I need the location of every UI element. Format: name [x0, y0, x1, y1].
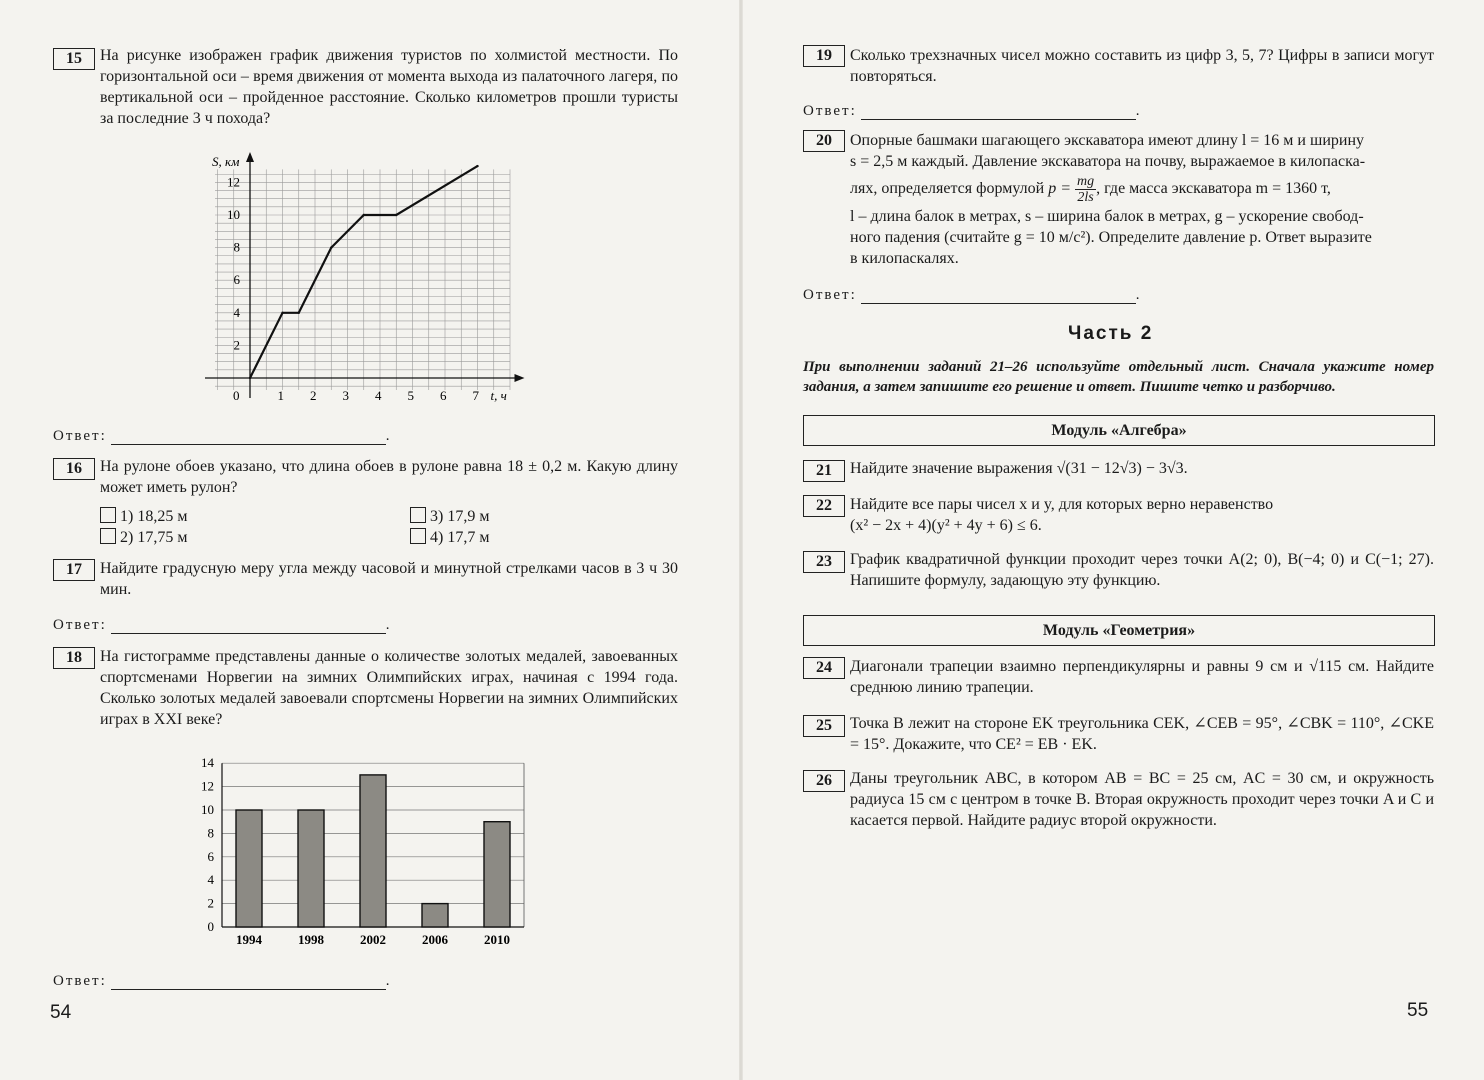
distance-time-chart: [195, 150, 535, 410]
question-20-text: [850, 130, 1434, 269]
data-point: [281, 312, 283, 314]
option-3[interactable]: [410, 507, 489, 527]
question-21-text: Найдите значение выражения √(31 − 12√3) − 3√3.: [850, 460, 1188, 477]
option-label: 4) 17,7 м: [430, 529, 490, 546]
answer-17: Ответ: .: [53, 617, 390, 633]
q20-line-2: s = 2,5 м каждый. Давление экскаватора на почву, выражаемое в килопаска-: [850, 153, 1366, 170]
option-label: 2) 17,75 м: [120, 529, 188, 546]
question-15-number: 15: [53, 48, 95, 70]
gold-medals-histogram: [180, 750, 540, 955]
left-page: [0, 0, 740, 1080]
x-tick-label: 2: [310, 388, 317, 403]
checkbox[interactable]: [100, 507, 116, 523]
inequality: (x² − 2x + 4)(y² + 4y + 6) ≤ 6.: [850, 517, 1042, 534]
answer-15: Ответ: .: [53, 428, 390, 444]
x-tick-label: 7: [472, 388, 479, 403]
part-2-instruction: При выполнении заданий 21–26 используйте отдельный лист. Сначала укажите номер задания, а затем запишите его решение и ответ. Пишите четко и разборчиво.: [803, 359, 1434, 395]
data-point: [330, 246, 332, 248]
question-26-text: Даны треугольник ABC, в котором AB = BC = 25 см, AC = 30 см, и окружность радиуса 15 см с центром в точке B. Вторая окружность проходит через точки A и C и касается первой. Найдите радиус второй окружности.: [850, 770, 1434, 829]
data-point: [249, 377, 251, 379]
question-19-number: 19: [803, 45, 845, 67]
option-label: 1) 18,25 м: [120, 508, 188, 525]
checkbox[interactable]: [410, 528, 426, 544]
y-tick-label: 2: [207, 895, 214, 911]
x-tick-label: 1: [277, 388, 284, 403]
y-tick-label: 0: [207, 919, 214, 934]
question-26-number: 26: [803, 770, 845, 792]
question-15-text: На рисунке изображен график движения туристов по холмистой местности. По горизонтальной оси – время движения от момента выхода из палаточного лагеря, по вертикальной оси – пройденное расстояние. Сколько километров прошли туристы за последние 3 ч похода?: [100, 47, 678, 127]
question-17-text: Найдите градусную меру угла между часовой и минутной стрелками часов в 3 ч 30 мин.: [100, 560, 678, 598]
x-tick-label: 6: [440, 388, 447, 403]
y-tick-label: 12: [227, 174, 240, 190]
data-point: [298, 312, 300, 314]
pressure-formula: $\frac{mg}{2ls}$: [1077, 173, 1095, 205]
question-24-text: Диагонали трапеции взаимно перпендикулярны и равны 9 см и √115 см. Найдите среднюю линию трапеции.: [850, 658, 1434, 696]
question-16-text: На рулоне обоев указано, что длина обоев в рулоне равна 18 ± 0,2 м. Какую длину может иметь рулон?: [100, 458, 678, 496]
module-geometry-header: Модуль «Геометрия»: [803, 615, 1435, 646]
option-label: 3) 17,9 м: [430, 508, 490, 525]
y-tick-label: 10: [227, 207, 240, 222]
question-21-number: 21: [803, 460, 845, 482]
y-tick-label: 8: [207, 825, 214, 841]
x-axis-arrow: [515, 374, 525, 382]
x-tick-label: 3: [342, 388, 349, 403]
option-4[interactable]: [410, 528, 489, 548]
data-point: [363, 214, 365, 216]
q20-line-5: ного падения (считайте g = 10 м/с²). Определите давление p. Ответ выразите: [850, 229, 1372, 246]
bar: [484, 822, 510, 927]
checkbox[interactable]: [100, 528, 116, 544]
page-number: 54: [50, 1002, 72, 1023]
question-23-number: 23: [803, 551, 845, 573]
right-page: [742, 0, 1484, 1080]
question-19-text: Сколько трехзначных чисел можно составить из цифр 3, 5, 7? Цифры в записи могут повторяться.: [850, 47, 1434, 85]
answer-label: Ответ:: [53, 617, 107, 633]
y-tick-label: 2: [233, 337, 240, 353]
page-number: 55: [1407, 1000, 1429, 1021]
x-tick-label: 1998: [298, 932, 324, 947]
question-22-text: Найдите все пары чисел x и y, для которых верно неравенство (x² − 2x + 4)(y² + 4y + 6) ≤ 6.: [850, 494, 1434, 536]
question-20-number: 20: [803, 130, 845, 152]
answer-line[interactable]: [111, 430, 386, 445]
answer-20: Ответ: .: [803, 287, 1140, 303]
x-tick-label: 2002: [360, 932, 386, 947]
bar: [298, 810, 324, 927]
x-tick-label: 2010: [484, 932, 510, 947]
q20-line-6: в килопаскалях.: [850, 250, 959, 267]
x-tick-label: 0: [233, 388, 240, 403]
q20-line-4: l – длина балок в метрах, s – ширина балок в метрах, g – ускорение свобод-: [850, 208, 1364, 225]
y-axis-arrow: [246, 152, 254, 162]
y-tick-label: 14: [201, 755, 214, 771]
bar: [360, 775, 386, 927]
question-25-text: Точка B лежит на стороне EK треугольника CEK, ∠CEB = 95°, ∠CBK = 110°, ∠CKE = 15°. Докажите, что CE² = EB · EK.: [850, 715, 1434, 753]
option-1[interactable]: [100, 507, 187, 527]
answer-19: Ответ: .: [803, 103, 1140, 119]
y-axis-label: S, км: [212, 154, 240, 169]
checkbox[interactable]: [410, 507, 426, 523]
answer-line[interactable]: [861, 289, 1136, 304]
data-point: [476, 165, 478, 167]
question-25-number: 25: [803, 715, 845, 737]
option-2[interactable]: [100, 528, 187, 548]
answer-line[interactable]: [861, 105, 1136, 120]
question-23-text: График квадратичной функции проходит через точки A(2; 0), B(−4; 0) и C(−1; 27). Напишите формулу, задающую эту функцию.: [850, 551, 1434, 589]
bar: [236, 810, 262, 927]
question-18-number: 18: [53, 647, 95, 669]
question-18-text: На гистограмме представлены данные о количестве золотых медалей, завоеванных спортсменами Норвегии на зимних Олимпийских играх, начиная с 1994 года. Сколько золотых медалей завоевали спортсмены Норвегии на зимних Олимпийских играх в XXI веке?: [100, 648, 678, 728]
y-tick-label: 4: [233, 304, 240, 320]
y-tick-label: 10: [201, 802, 214, 817]
data-point: [395, 214, 397, 216]
answer-label: Ответ:: [803, 287, 857, 303]
part-2-heading: Часть 2: [1068, 323, 1154, 344]
answer-line[interactable]: [111, 619, 386, 634]
y-tick-label: 6: [233, 272, 240, 288]
answer-line[interactable]: [111, 975, 386, 990]
question-17-number: 17: [53, 559, 95, 581]
answer-label: Ответ:: [53, 428, 107, 444]
x-axis-label: t, ч: [490, 388, 507, 403]
answer-18: Ответ: .: [53, 973, 390, 989]
q20-line-1: Опорные башмаки шагающего экскаватора имеют длину l = 16 м и ширину: [850, 132, 1364, 149]
module-algebra-header: Модуль «Алгебра»: [803, 415, 1435, 446]
x-tick-label: 1994: [236, 932, 262, 947]
y-tick-label: 8: [233, 239, 240, 255]
bar: [422, 904, 448, 927]
question-22-number: 22: [803, 495, 845, 517]
expression: √(31 − 12√3) − 3√3.: [1056, 460, 1188, 477]
question-16-number: 16: [53, 458, 95, 480]
y-tick-label: 12: [201, 778, 214, 794]
question-24-number: 24: [803, 657, 845, 679]
x-tick-label: 2006: [422, 932, 448, 947]
answer-label: Ответ:: [803, 103, 857, 119]
x-tick-label: 5: [407, 388, 414, 403]
y-tick-label: 6: [207, 848, 214, 864]
answer-label: Ответ:: [53, 973, 107, 989]
y-tick-label: 4: [207, 872, 214, 888]
x-tick-label: 4: [375, 388, 382, 403]
q20-formula-line: лях, определяется формулой p = $\frac{mg}{2ls}$ , где масса экскаватора m = 1360 т,: [850, 173, 1331, 205]
